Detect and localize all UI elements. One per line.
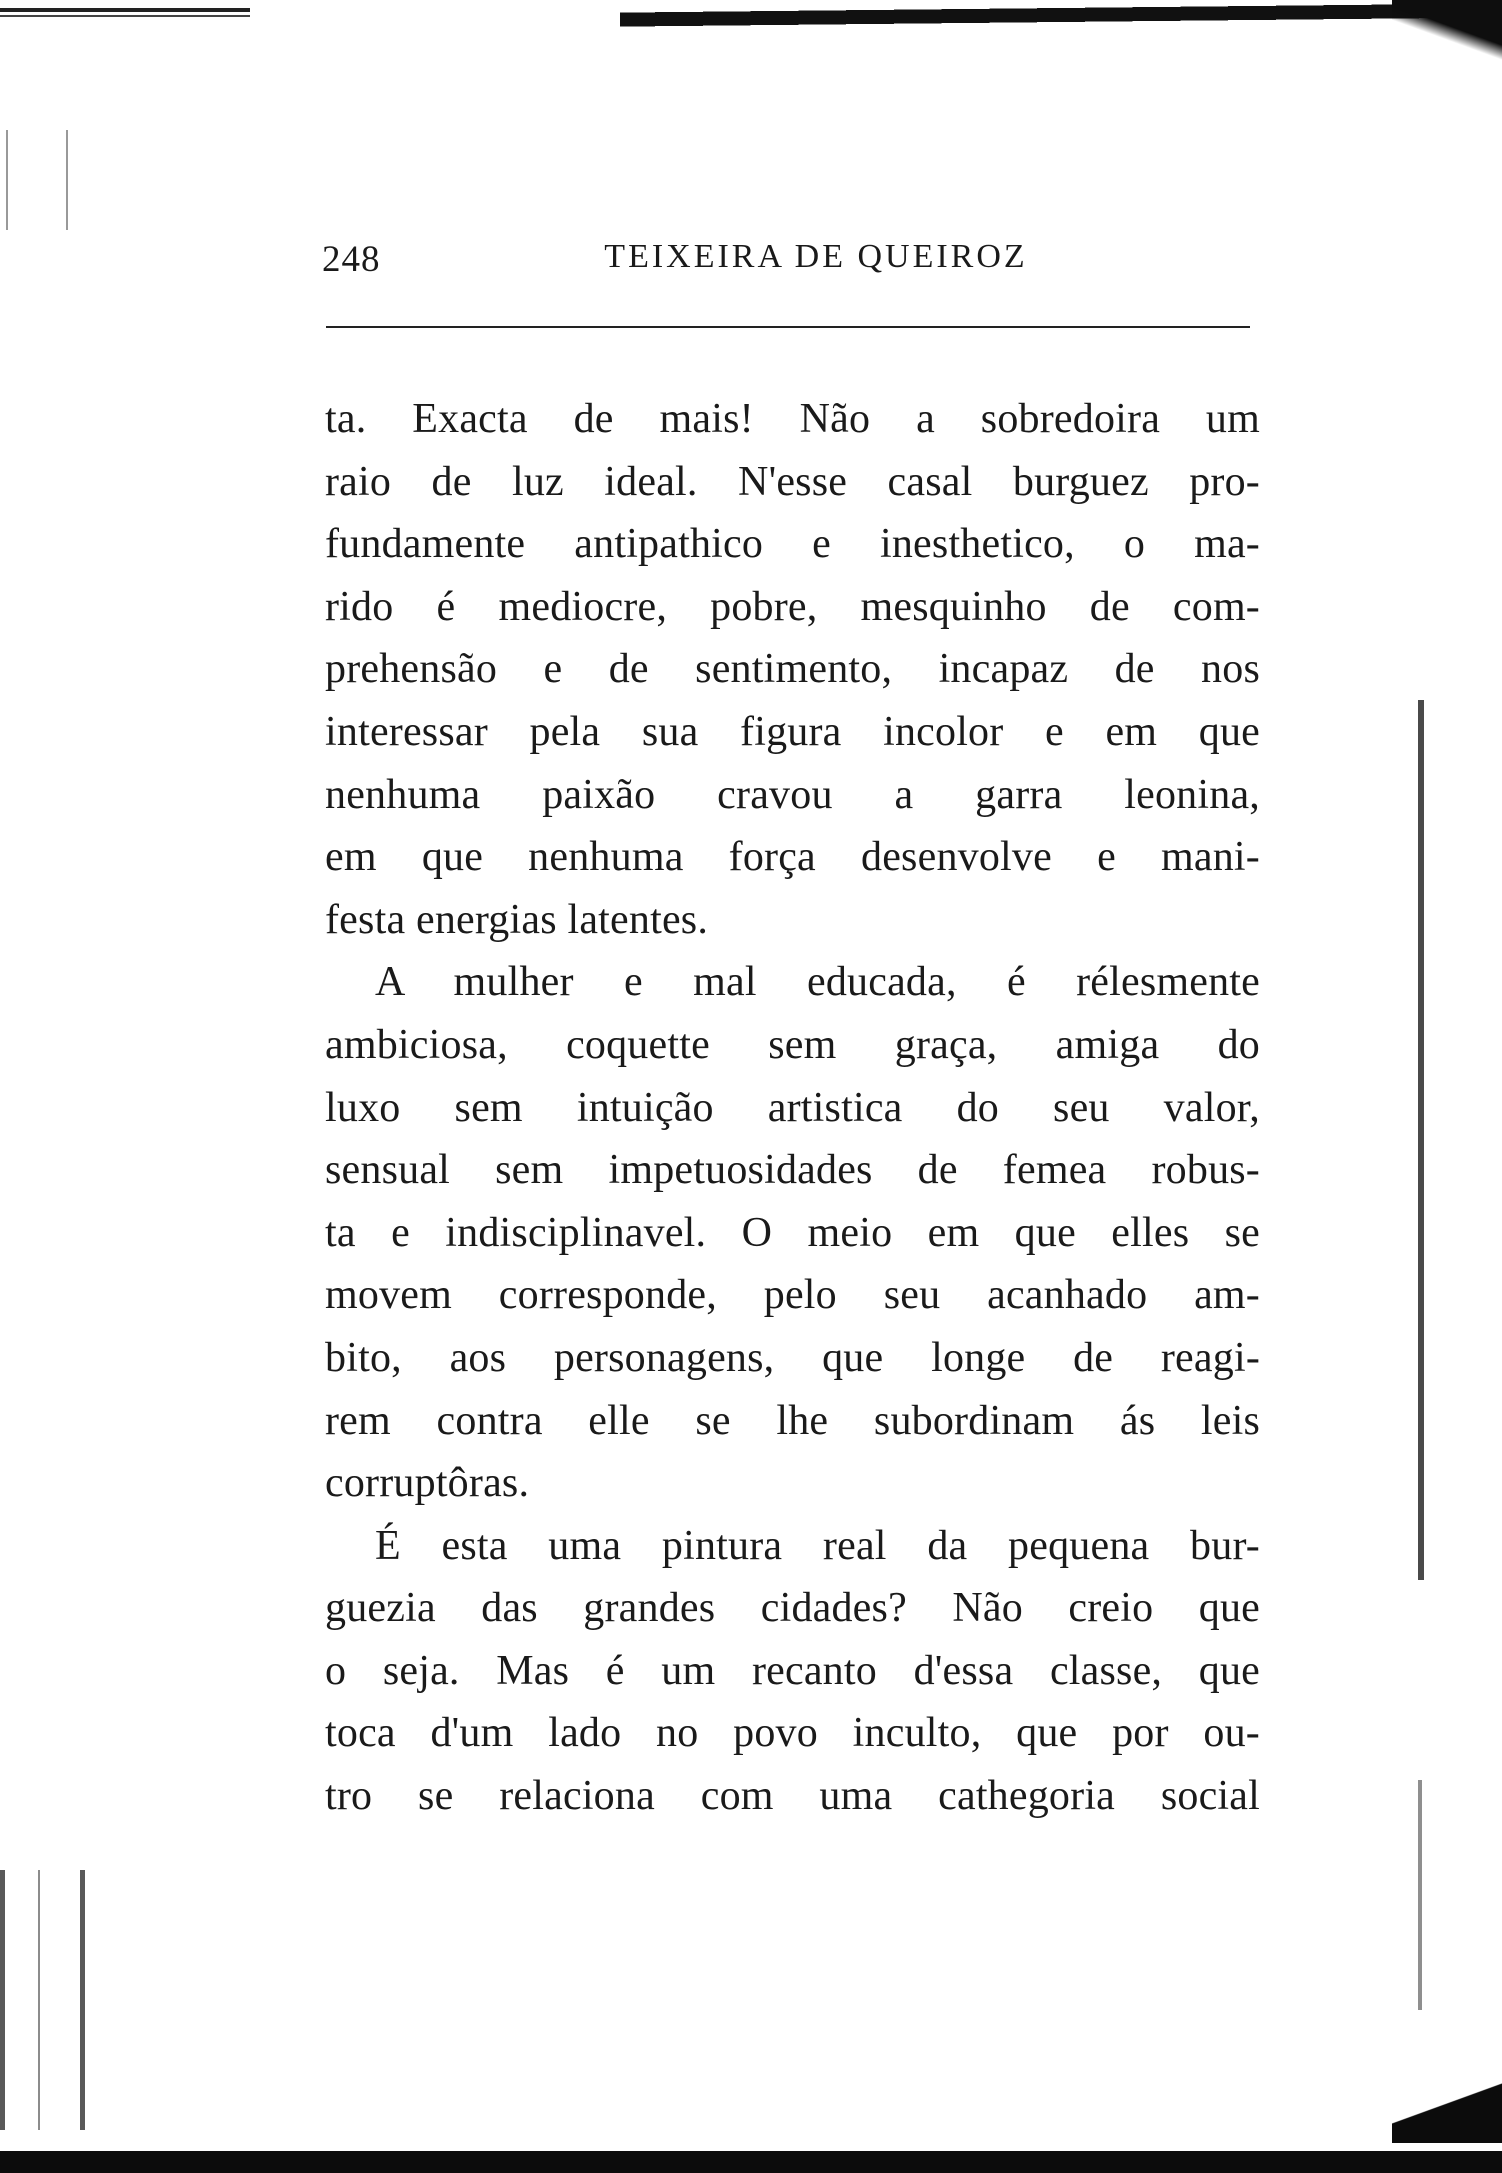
text-line: tro se relaciona com uma cathegoria social bbox=[325, 1773, 1260, 1820]
paragraph-3 bbox=[325, 1515, 1260, 1828]
text-line: ta e indisciplinavel. O meio em que elles se bbox=[325, 1209, 1260, 1256]
scan-artifact-left-upper bbox=[0, 130, 90, 230]
text-line: É esta uma pintura real da pequena bur- bbox=[375, 1522, 1260, 1569]
text-line: A mulher e mal educada, é rélesmente bbox=[375, 959, 1260, 1006]
scan-artifact-right-edge bbox=[1418, 700, 1424, 1580]
text-line: luxo sem intuição artistica do seu valor, bbox=[325, 1084, 1260, 1131]
scan-artifact-right-edge-lower bbox=[1418, 1780, 1422, 2010]
text-line: rem contra elle se lhe subordinam ás leis bbox=[325, 1397, 1260, 1444]
text-line: raio de luz ideal. N'esse casal burguez pro- bbox=[325, 458, 1260, 505]
scan-artifact-top-right bbox=[620, 0, 1502, 45]
text-line: ambiciosa, coquette sem graça, amiga do bbox=[325, 1021, 1260, 1068]
paragraph-2 bbox=[325, 951, 1260, 1514]
text-line: fundamente antipathico e inesthetico, o ma- bbox=[325, 521, 1260, 568]
text-line: guezia das grandes cidades? Não creio que bbox=[325, 1585, 1260, 1632]
text-line: prehensão e de sentimento, incapaz de nos bbox=[325, 646, 1260, 693]
text-line: ta. Exacta de mais! Não a sobredoira um bbox=[325, 396, 1260, 442]
text-line: corruptôras. bbox=[325, 1460, 530, 1507]
text-line: toca d'um lado no povo inculto, que por ou- bbox=[325, 1710, 1260, 1757]
text-line: movem corresponde, pelo seu acanhado am- bbox=[325, 1272, 1260, 1319]
text-line: nenhuma paixão cravou a garra leonina, bbox=[325, 771, 1260, 818]
scan-artifact-bottom-corner bbox=[1392, 2083, 1502, 2143]
scan-artifact-top-left bbox=[0, 8, 250, 18]
page-number: 248 bbox=[322, 239, 381, 280]
text-line: festa energias latentes. bbox=[325, 896, 709, 943]
text-line: interessar pela sua figura incolor e em que bbox=[325, 708, 1260, 755]
scan-artifact-bottom-edge bbox=[0, 2139, 1502, 2173]
text-line: o seja. Mas é um recanto d'essa classe, que bbox=[325, 1647, 1260, 1694]
text-line: sensual sem impetuosidades de femea robus- bbox=[325, 1147, 1260, 1194]
running-head bbox=[322, 228, 1250, 288]
header-rule bbox=[326, 326, 1250, 328]
text-line: em que nenhuma força desenvolve e mani- bbox=[325, 834, 1260, 881]
body-text bbox=[325, 388, 1260, 1828]
text-line: bito, aos personagens, que longe de reagi- bbox=[325, 1334, 1260, 1381]
scan-artifact-top-corner bbox=[1392, 0, 1502, 60]
running-title: TEIXEIRA DE QUEIROZ bbox=[604, 238, 1028, 275]
scan-artifact-left-lower bbox=[0, 1870, 90, 2130]
paragraph-1 bbox=[325, 388, 1260, 951]
text-line: rido é mediocre, pobre, mesquinho de com- bbox=[325, 583, 1260, 630]
